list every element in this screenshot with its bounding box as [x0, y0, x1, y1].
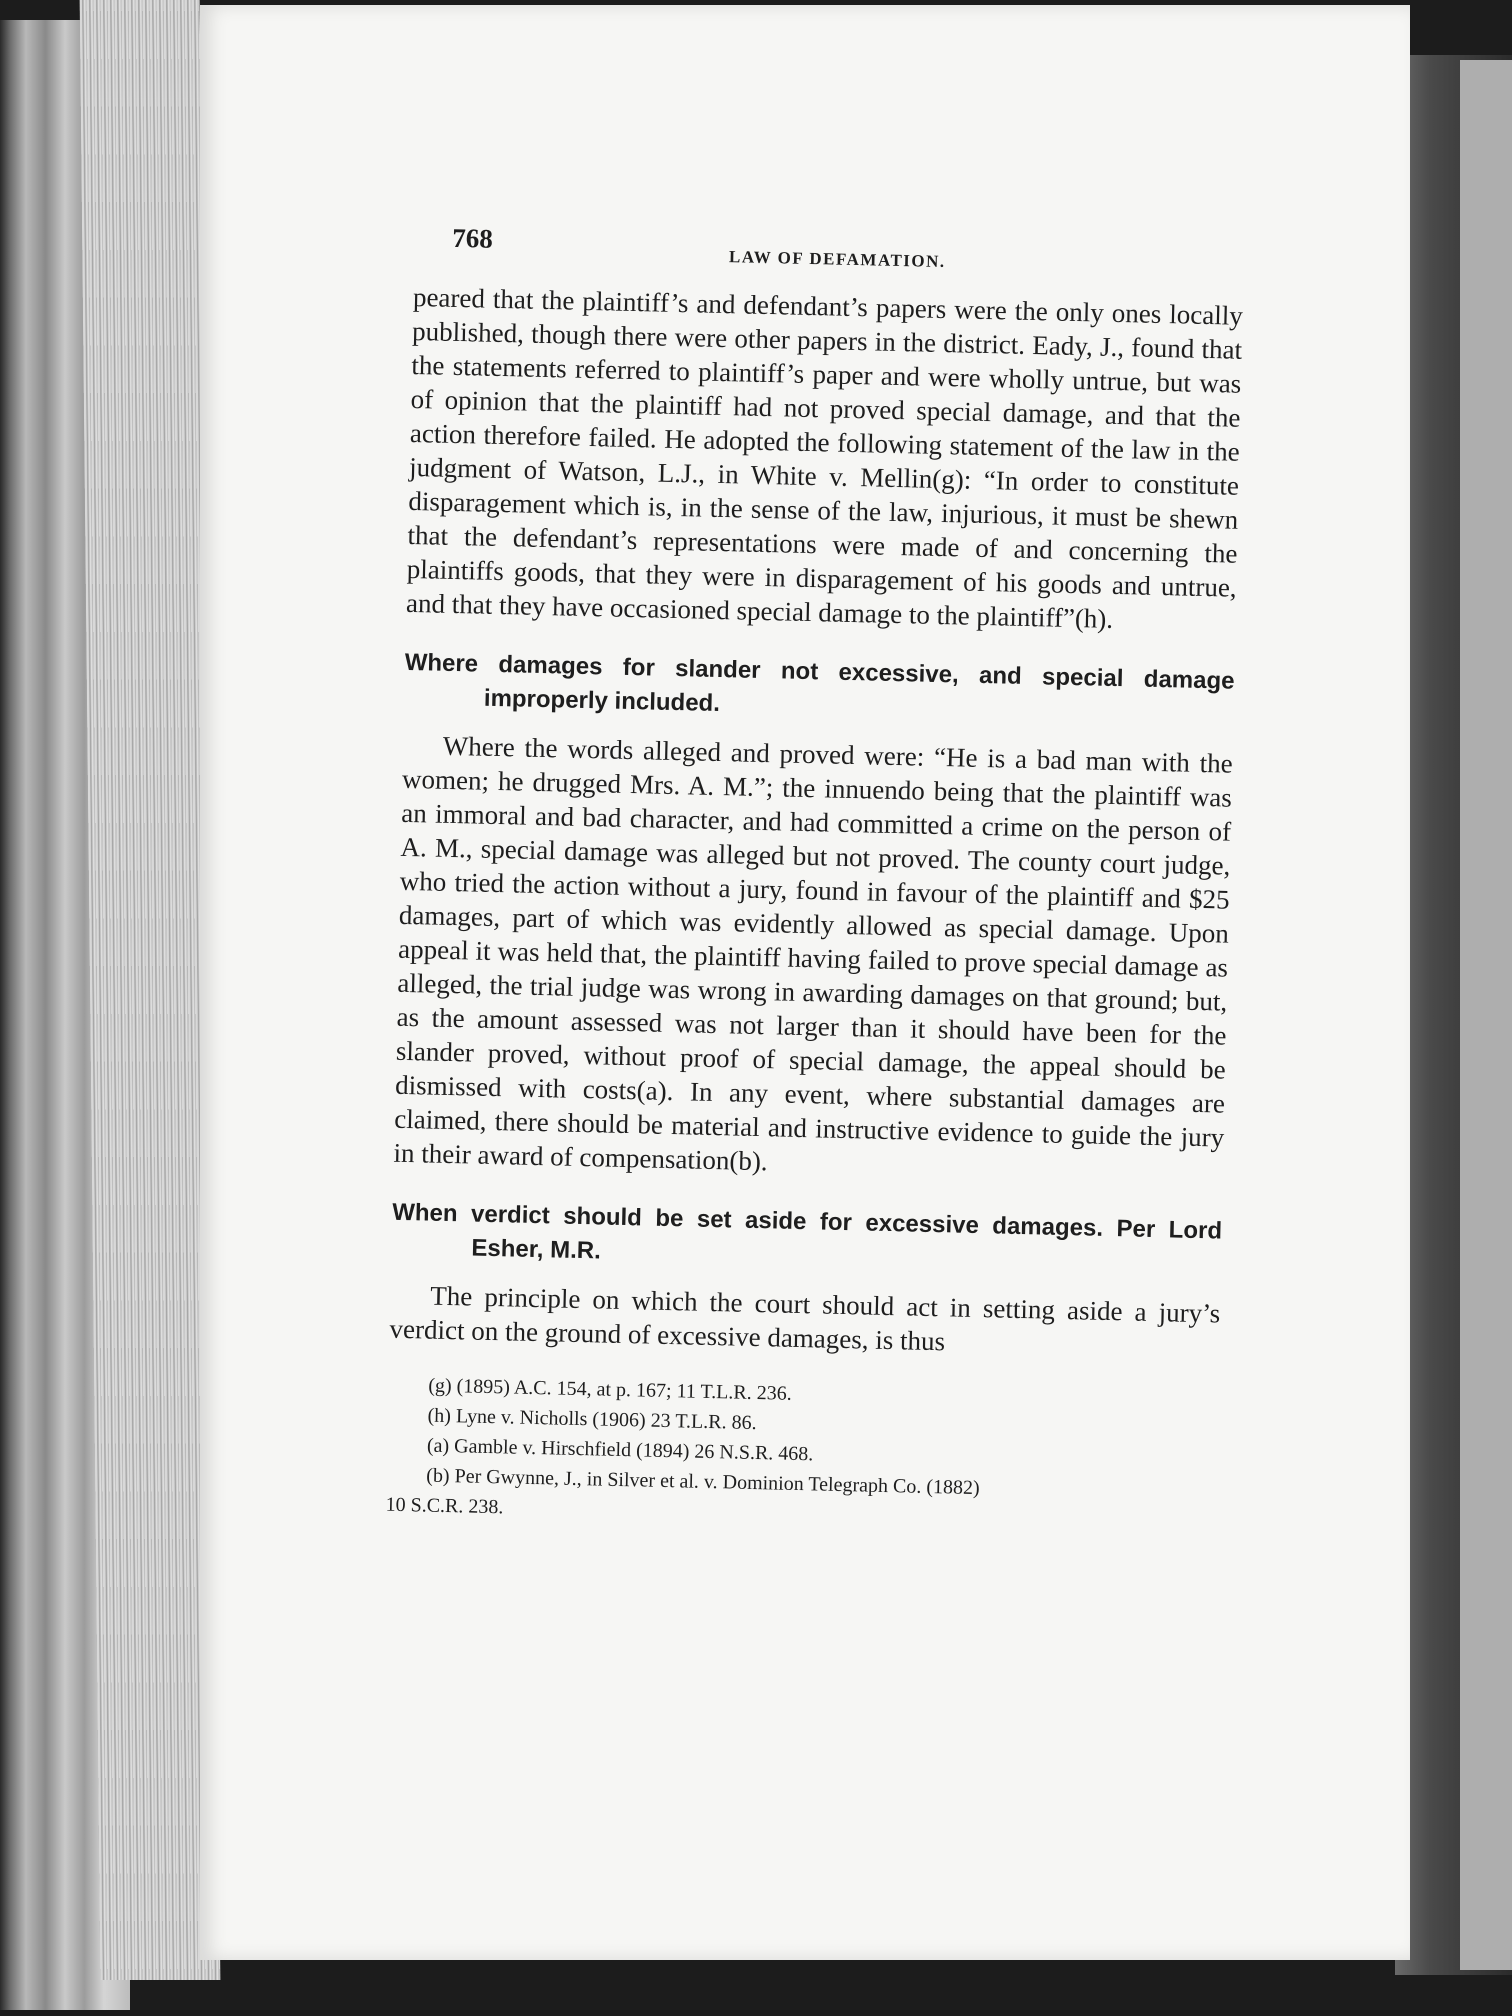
running-title: LAW OF DEFAMATION.	[728, 247, 946, 272]
side-heading-2: When verdict should be set aside for excessive damages. Per Lord Esher, M.R.	[391, 1198, 1223, 1265]
footnote-a: (a) Gamble v. Hirschfield (1894) 26 N.S.R. 468.	[426, 1434, 814, 1466]
paragraph-1: peared that the plaintiff’s and defendant’s papers were the only ones locally published, though there were other papers in the district. Eady, J., found that the statements referred to plaintiff’s paper and were wholly untrue, but was of opinion that the plaintiff had not proved special damage, and that the action therefore failed. He adopted the following statement of the law in the judgment of Watson, L.J., in White v. Mellin(g): “In order to constitute disparagement which is, in the sense of the law, injurious, it must be shewn that the defendant’s representations were made of and concerning the plaintiffs goods, that they were in disparagement of his goods and untrue, and that they have occasioned special damage to the plaintiff”(h).	[405, 281, 1244, 634]
page-number: 768	[452, 222, 494, 254]
footnote-h: (h) Lyne v. Nicholls (1906) 23 T.L.R. 86.	[427, 1404, 757, 1435]
side-heading-1: Where damages for slander not excessive, and special damage improperly included.	[404, 648, 1235, 718]
right-cover-edge	[1460, 60, 1512, 1970]
footnote-b: (b) Per Gwynne, J., in Silver et al. v. Dominion Telegraph Co. (1882)	[426, 1464, 980, 1500]
footnotes	[385, 1370, 1218, 1539]
paragraph-2: Where the words alleged and proved were: “He is a bad man with the women; he drugged Mrs. A. M.”; the innuendo being that the plaintiff was an immoral and bad character, and had committed a crime on the person of A. M., special damage was alleged but not proved. The county court judge, who tried the action without a jury, found in favour of the plaintiff and $25 damages, part of which was evidently allowed as special damage. Upon appeal it was held that, the plaintiff having failed to prove special damage as alleged, the trial judge was wrong in awarding damages on that ground; but, as the amount assessed was not larger than it should have been for the slander proved, without proof of special damage, the appeal should be dismissed with costs(a). In any event, where substantial damages are claimed, there should be material and instructive evidence to guide the jury in their award of compensation(b).	[393, 730, 1233, 1177]
footnote-g: (g) (1895) A.C. 154, at p. 167; 11 T.L.R. 236.	[428, 1374, 792, 1405]
paragraph-3: The principle on which the court should act in setting aside a jury’s verdict on the ground of excessive damages, is thus	[389, 1280, 1221, 1357]
page-content	[385, 210, 1245, 1538]
footnote-b-continued: 10 S.C.R. 238.	[385, 1493, 504, 1519]
